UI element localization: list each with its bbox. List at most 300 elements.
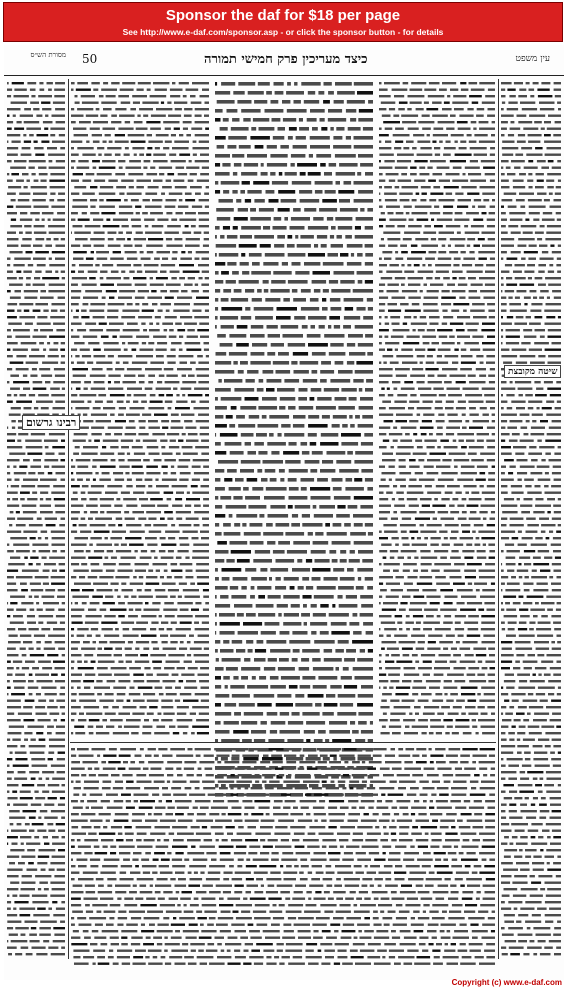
text-line-segment bbox=[544, 947, 553, 949]
text-line-segment bbox=[403, 859, 414, 861]
text-line-segment bbox=[403, 570, 410, 572]
text-line-segment bbox=[379, 186, 382, 188]
text-line-segment bbox=[21, 589, 28, 591]
text-line-segment bbox=[465, 576, 476, 578]
text-line-segment bbox=[331, 226, 336, 230]
text-line-segment bbox=[282, 262, 288, 266]
text-line-segment bbox=[388, 245, 397, 247]
text-line-segment bbox=[28, 680, 34, 682]
text-line-segment bbox=[310, 469, 317, 473]
text-line-segment bbox=[105, 693, 114, 695]
text-line-segment bbox=[383, 232, 400, 234]
text-line-segment bbox=[312, 658, 321, 662]
text-line-segment bbox=[21, 947, 29, 949]
text-line-segment bbox=[203, 524, 209, 526]
text-line-segment bbox=[445, 492, 453, 494]
text-line-segment bbox=[434, 667, 450, 669]
text-line-segment bbox=[186, 518, 199, 520]
text-line-segment bbox=[478, 609, 484, 611]
text-line-segment bbox=[119, 852, 130, 854]
text-line-segment bbox=[148, 761, 163, 763]
text-line-segment bbox=[20, 914, 31, 916]
text-line-segment bbox=[7, 264, 10, 266]
text-line-segment bbox=[71, 245, 80, 247]
text-line-segment bbox=[274, 833, 290, 835]
text-line-segment bbox=[365, 262, 373, 266]
text-line-segment bbox=[435, 154, 440, 156]
text-line-segment bbox=[514, 875, 527, 877]
text-line-segment bbox=[324, 577, 338, 581]
text-line-segment bbox=[257, 388, 264, 392]
text-line-segment bbox=[215, 712, 231, 716]
text-line-segment bbox=[502, 141, 514, 143]
text-line-segment bbox=[91, 82, 99, 84]
text-line-segment bbox=[363, 316, 373, 320]
text-line-segment bbox=[21, 485, 35, 487]
text-line-segment bbox=[49, 349, 58, 351]
text-line-segment bbox=[7, 589, 18, 591]
text-line-segment bbox=[535, 602, 539, 604]
text-line-segment bbox=[8, 641, 21, 643]
text-line-segment bbox=[314, 640, 335, 644]
text-line-segment bbox=[368, 807, 373, 809]
text-line-segment bbox=[49, 739, 65, 741]
text-line-segment bbox=[337, 712, 356, 716]
text-line-segment bbox=[7, 901, 11, 903]
text-line-segment bbox=[132, 820, 142, 822]
text-line-segment bbox=[520, 102, 535, 104]
text-line-segment bbox=[196, 820, 213, 822]
text-line-segment bbox=[443, 687, 457, 689]
text-line-segment bbox=[432, 839, 442, 841]
text-line-segment bbox=[550, 817, 562, 819]
text-line-segment bbox=[145, 820, 157, 822]
text-line-segment bbox=[340, 846, 344, 848]
text-line-segment bbox=[7, 160, 12, 162]
text-line-segment bbox=[273, 136, 285, 140]
text-line-segment bbox=[23, 375, 27, 377]
text-line-segment bbox=[533, 615, 538, 617]
text-line-segment bbox=[71, 232, 72, 234]
text-line-segment bbox=[313, 667, 334, 671]
text-line-segment bbox=[179, 355, 194, 357]
text-line-segment bbox=[481, 687, 495, 689]
text-line-segment bbox=[19, 277, 23, 279]
text-line-segment bbox=[118, 160, 125, 162]
text-line-segment bbox=[156, 726, 165, 728]
text-line-segment bbox=[501, 732, 505, 734]
text-line-segment bbox=[294, 794, 302, 796]
text-line-segment bbox=[203, 479, 209, 481]
text-line-segment bbox=[356, 217, 373, 221]
text-line-segment bbox=[11, 693, 25, 695]
text-line-segment bbox=[443, 622, 453, 624]
text-line-segment bbox=[262, 397, 277, 401]
text-line-segment bbox=[159, 173, 164, 175]
text-line-segment bbox=[185, 212, 196, 214]
text-line-segment bbox=[19, 895, 29, 897]
text-line-segment bbox=[20, 635, 31, 637]
text-line-segment bbox=[177, 602, 192, 604]
text-line-segment bbox=[508, 102, 517, 104]
text-line-segment bbox=[163, 121, 179, 123]
text-line-segment bbox=[117, 693, 126, 695]
text-line-segment bbox=[357, 172, 361, 176]
text-line-segment bbox=[454, 846, 458, 848]
text-line-segment bbox=[38, 661, 51, 663]
text-line-segment bbox=[179, 264, 194, 266]
text-line-segment bbox=[84, 381, 91, 383]
text-line-segment bbox=[148, 238, 163, 240]
text-line-segment bbox=[461, 472, 477, 474]
text-line-segment bbox=[421, 186, 431, 188]
text-line-segment bbox=[188, 433, 198, 435]
text-line-segment bbox=[260, 768, 272, 770]
text-line-segment bbox=[521, 147, 532, 149]
text-line-segment bbox=[153, 563, 168, 565]
text-line-segment bbox=[501, 830, 512, 832]
text-line-segment bbox=[90, 186, 97, 188]
text-line-segment bbox=[450, 323, 463, 325]
text-line-segment bbox=[508, 901, 522, 903]
text-line-segment bbox=[552, 810, 561, 812]
text-line-segment bbox=[460, 609, 476, 611]
text-line-segment bbox=[98, 674, 112, 676]
text-line-segment bbox=[90, 375, 106, 377]
text-line-segment bbox=[195, 115, 202, 117]
text-line-segment bbox=[397, 446, 413, 448]
text-line-segment bbox=[7, 875, 19, 877]
text-line-segment bbox=[338, 595, 343, 599]
text-line-segment bbox=[332, 559, 338, 563]
text-line-segment bbox=[513, 602, 521, 604]
text-line-segment bbox=[355, 451, 373, 455]
text-line-segment bbox=[49, 232, 65, 234]
text-line-segment bbox=[318, 761, 327, 763]
text-line-segment bbox=[508, 297, 512, 299]
text-line-segment bbox=[142, 865, 157, 867]
text-line-segment bbox=[293, 415, 306, 419]
text-line-segment bbox=[454, 258, 461, 260]
text-line-segment bbox=[190, 362, 196, 364]
text-line-segment bbox=[186, 238, 200, 240]
text-line-segment bbox=[502, 648, 512, 650]
text-line-segment bbox=[148, 186, 159, 188]
text-line-segment bbox=[7, 277, 17, 279]
text-line-segment bbox=[165, 128, 171, 130]
text-line-segment bbox=[379, 206, 383, 208]
text-line-segment bbox=[55, 641, 65, 643]
text-line-segment bbox=[303, 595, 312, 599]
text-line-segment bbox=[312, 352, 326, 356]
text-line-segment bbox=[535, 329, 546, 331]
text-line-segment bbox=[391, 839, 396, 841]
text-line-segment bbox=[511, 160, 525, 162]
text-line-segment bbox=[551, 583, 561, 585]
text-line-segment bbox=[418, 271, 434, 273]
text-line-segment bbox=[48, 908, 52, 910]
text-line-segment bbox=[143, 726, 153, 728]
text-line-segment bbox=[455, 726, 469, 728]
text-line-segment bbox=[29, 771, 39, 773]
text-line-segment bbox=[360, 748, 370, 750]
text-line-segment bbox=[48, 947, 58, 949]
text-line-segment bbox=[97, 589, 113, 591]
text-line-segment bbox=[489, 381, 495, 383]
text-line-segment bbox=[516, 862, 529, 864]
text-line-segment bbox=[145, 524, 152, 526]
text-line-segment bbox=[71, 381, 81, 383]
text-line-segment bbox=[8, 732, 22, 734]
text-line-segment bbox=[47, 622, 57, 624]
text-line-segment bbox=[545, 882, 562, 884]
text-line-segment bbox=[346, 846, 359, 848]
text-line-segment bbox=[512, 700, 519, 702]
text-line-segment bbox=[33, 284, 45, 286]
text-line-segment bbox=[541, 459, 545, 461]
text-line-segment bbox=[206, 774, 214, 776]
text-line-segment bbox=[10, 388, 20, 390]
text-line-segment bbox=[345, 487, 364, 491]
text-line-segment bbox=[58, 830, 65, 832]
text-line-segment bbox=[140, 557, 152, 559]
text-line-segment bbox=[15, 927, 28, 929]
text-line-segment bbox=[188, 667, 198, 669]
text-line-segment bbox=[132, 147, 144, 149]
text-line-segment bbox=[155, 807, 166, 809]
text-line-segment bbox=[251, 787, 263, 789]
text-line-segment bbox=[147, 147, 152, 149]
text-line-segment bbox=[189, 635, 194, 637]
text-line-segment bbox=[408, 407, 414, 409]
text-line-segment bbox=[338, 226, 352, 230]
text-line-segment bbox=[333, 415, 347, 419]
text-line-segment bbox=[520, 836, 528, 838]
text-line-segment bbox=[395, 277, 406, 279]
text-line-segment bbox=[14, 778, 27, 780]
text-line-segment bbox=[544, 557, 552, 559]
text-line-segment bbox=[195, 134, 209, 136]
text-line-segment bbox=[152, 225, 164, 227]
text-line-segment bbox=[223, 523, 231, 527]
text-line-segment bbox=[419, 781, 428, 783]
text-line-segment bbox=[278, 613, 281, 617]
text-line-segment bbox=[82, 102, 99, 104]
text-line-segment bbox=[471, 121, 477, 123]
text-line-segment bbox=[215, 586, 228, 590]
text-line-segment bbox=[398, 180, 412, 182]
text-line-segment bbox=[220, 316, 238, 320]
text-line-segment bbox=[175, 186, 187, 188]
text-line-segment bbox=[150, 95, 167, 97]
text-line-segment bbox=[258, 451, 267, 455]
text-line-segment bbox=[51, 492, 65, 494]
text-line-segment bbox=[482, 859, 487, 861]
text-line-segment bbox=[556, 186, 561, 188]
text-line-segment bbox=[349, 559, 360, 563]
text-line-segment bbox=[479, 121, 489, 123]
text-line-segment bbox=[198, 768, 202, 770]
text-line-segment bbox=[115, 420, 126, 422]
text-line-segment bbox=[23, 271, 32, 273]
text-line-segment bbox=[29, 167, 35, 169]
text-line-segment bbox=[544, 121, 551, 123]
text-line-segment bbox=[328, 118, 346, 122]
text-line-segment bbox=[379, 615, 392, 617]
text-line-segment bbox=[88, 557, 102, 559]
text-line-segment bbox=[548, 284, 561, 286]
sponsor-banner[interactable] bbox=[3, 2, 563, 42]
text-line-segment bbox=[450, 375, 466, 377]
text-line-segment bbox=[304, 100, 319, 104]
text-line-segment bbox=[549, 193, 553, 195]
text-line-segment bbox=[531, 843, 547, 845]
text-line-segment bbox=[396, 687, 410, 689]
text-line-segment bbox=[57, 758, 65, 760]
text-line-segment bbox=[16, 368, 29, 370]
text-line-segment bbox=[199, 713, 209, 715]
text-line-segment bbox=[404, 271, 414, 273]
sponsor-subline[interactable]: See http://www.e-daf.com/sponsor.asp - or click the sponsor button - for details bbox=[122, 27, 444, 37]
text-line-segment bbox=[386, 596, 399, 598]
text-line-segment bbox=[354, 478, 362, 482]
text-line-segment bbox=[35, 797, 45, 799]
text-line-segment bbox=[86, 479, 90, 481]
text-line-segment bbox=[479, 570, 495, 572]
text-line-segment bbox=[71, 167, 74, 169]
text-line-segment bbox=[344, 748, 357, 750]
text-line-segment bbox=[430, 800, 433, 802]
text-line-segment bbox=[317, 397, 331, 401]
text-line-segment bbox=[471, 225, 484, 227]
text-line-segment bbox=[281, 676, 300, 680]
text-line-segment bbox=[57, 596, 65, 598]
text-line-segment bbox=[379, 661, 381, 663]
text-line-segment bbox=[407, 336, 420, 338]
text-line-segment bbox=[271, 100, 279, 104]
text-line-segment bbox=[382, 251, 392, 253]
text-line-segment bbox=[12, 427, 15, 429]
text-line-segment bbox=[22, 654, 27, 656]
text-line-segment bbox=[429, 687, 440, 689]
text-line-segment bbox=[141, 505, 155, 507]
text-line-segment bbox=[177, 807, 189, 809]
text-line-segment bbox=[545, 921, 553, 923]
text-line-segment bbox=[415, 206, 432, 208]
text-line-segment bbox=[503, 362, 512, 364]
text-line-segment bbox=[41, 180, 47, 182]
text-line-segment bbox=[399, 459, 406, 461]
text-line-segment bbox=[489, 550, 495, 552]
text-line-segment bbox=[313, 541, 329, 545]
text-line-segment bbox=[271, 280, 285, 284]
text-line-segment bbox=[164, 839, 169, 841]
text-line-segment bbox=[325, 190, 336, 194]
text-line-segment bbox=[461, 859, 478, 861]
text-line-segment bbox=[271, 343, 284, 347]
text-line-segment bbox=[162, 466, 168, 468]
text-line-segment bbox=[521, 888, 538, 890]
text-line-segment bbox=[557, 602, 561, 604]
text-line-segment bbox=[354, 82, 373, 86]
text-line-segment bbox=[236, 343, 249, 347]
text-line-segment bbox=[100, 284, 114, 286]
text-line-segment bbox=[415, 661, 419, 663]
text-line-segment bbox=[387, 290, 399, 292]
text-line-segment bbox=[423, 852, 431, 854]
text-line-segment bbox=[266, 91, 272, 95]
text-line-segment bbox=[315, 703, 321, 707]
text-line-segment bbox=[555, 557, 561, 559]
text-line-segment bbox=[467, 108, 473, 110]
text-line-segment bbox=[178, 820, 193, 822]
text-line-segment bbox=[446, 128, 454, 130]
text-line-segment bbox=[439, 180, 450, 182]
text-line-segment bbox=[490, 154, 495, 156]
text-line-segment bbox=[43, 602, 59, 604]
text-line-segment bbox=[289, 685, 298, 689]
text-line-segment bbox=[373, 755, 382, 757]
text-line-segment bbox=[226, 280, 236, 284]
text-line-segment bbox=[146, 154, 151, 156]
text-line-segment bbox=[311, 604, 317, 608]
text-line-segment bbox=[254, 658, 266, 662]
text-line-segment bbox=[114, 589, 118, 591]
text-line-segment bbox=[170, 641, 177, 643]
text-line-segment bbox=[531, 882, 541, 884]
text-line-segment bbox=[83, 336, 97, 338]
text-line-segment bbox=[51, 576, 65, 578]
text-line-segment bbox=[77, 748, 89, 750]
text-line-segment bbox=[557, 102, 561, 104]
text-line-segment bbox=[467, 329, 477, 331]
text-line-segment bbox=[17, 121, 22, 123]
text-line-segment bbox=[536, 388, 543, 390]
text-line-segment bbox=[59, 134, 65, 136]
text-line-segment bbox=[492, 199, 495, 201]
text-line-segment bbox=[53, 407, 66, 409]
text-line-segment bbox=[527, 524, 539, 526]
text-line-segment bbox=[72, 264, 76, 266]
text-line-segment bbox=[436, 485, 445, 487]
text-line-segment bbox=[481, 505, 496, 507]
text-line-segment bbox=[551, 641, 555, 643]
text-line-segment bbox=[196, 563, 209, 565]
text-line-segment bbox=[152, 303, 157, 305]
text-line-segment bbox=[193, 459, 209, 461]
text-line-segment bbox=[379, 297, 388, 299]
text-line-segment bbox=[201, 700, 209, 702]
text-line-segment bbox=[472, 102, 479, 104]
text-line-segment bbox=[99, 167, 116, 169]
text-line-segment bbox=[216, 352, 227, 356]
text-line-segment bbox=[220, 496, 231, 500]
text-line-segment bbox=[158, 748, 167, 750]
text-line-segment bbox=[129, 271, 134, 273]
text-line-segment bbox=[127, 700, 131, 702]
sponsor-headline[interactable]: Sponsor the daf for $18 per page bbox=[165, 7, 401, 24]
text-line-segment bbox=[339, 755, 354, 757]
text-line-segment bbox=[331, 781, 335, 783]
text-line-segment bbox=[382, 726, 386, 728]
text-line-segment bbox=[445, 596, 458, 598]
text-line-segment bbox=[468, 615, 479, 617]
text-line-segment bbox=[148, 748, 156, 750]
text-line-segment bbox=[31, 758, 45, 760]
text-line-segment bbox=[470, 147, 487, 149]
text-line-segment bbox=[165, 381, 180, 383]
text-line-segment bbox=[335, 865, 351, 867]
